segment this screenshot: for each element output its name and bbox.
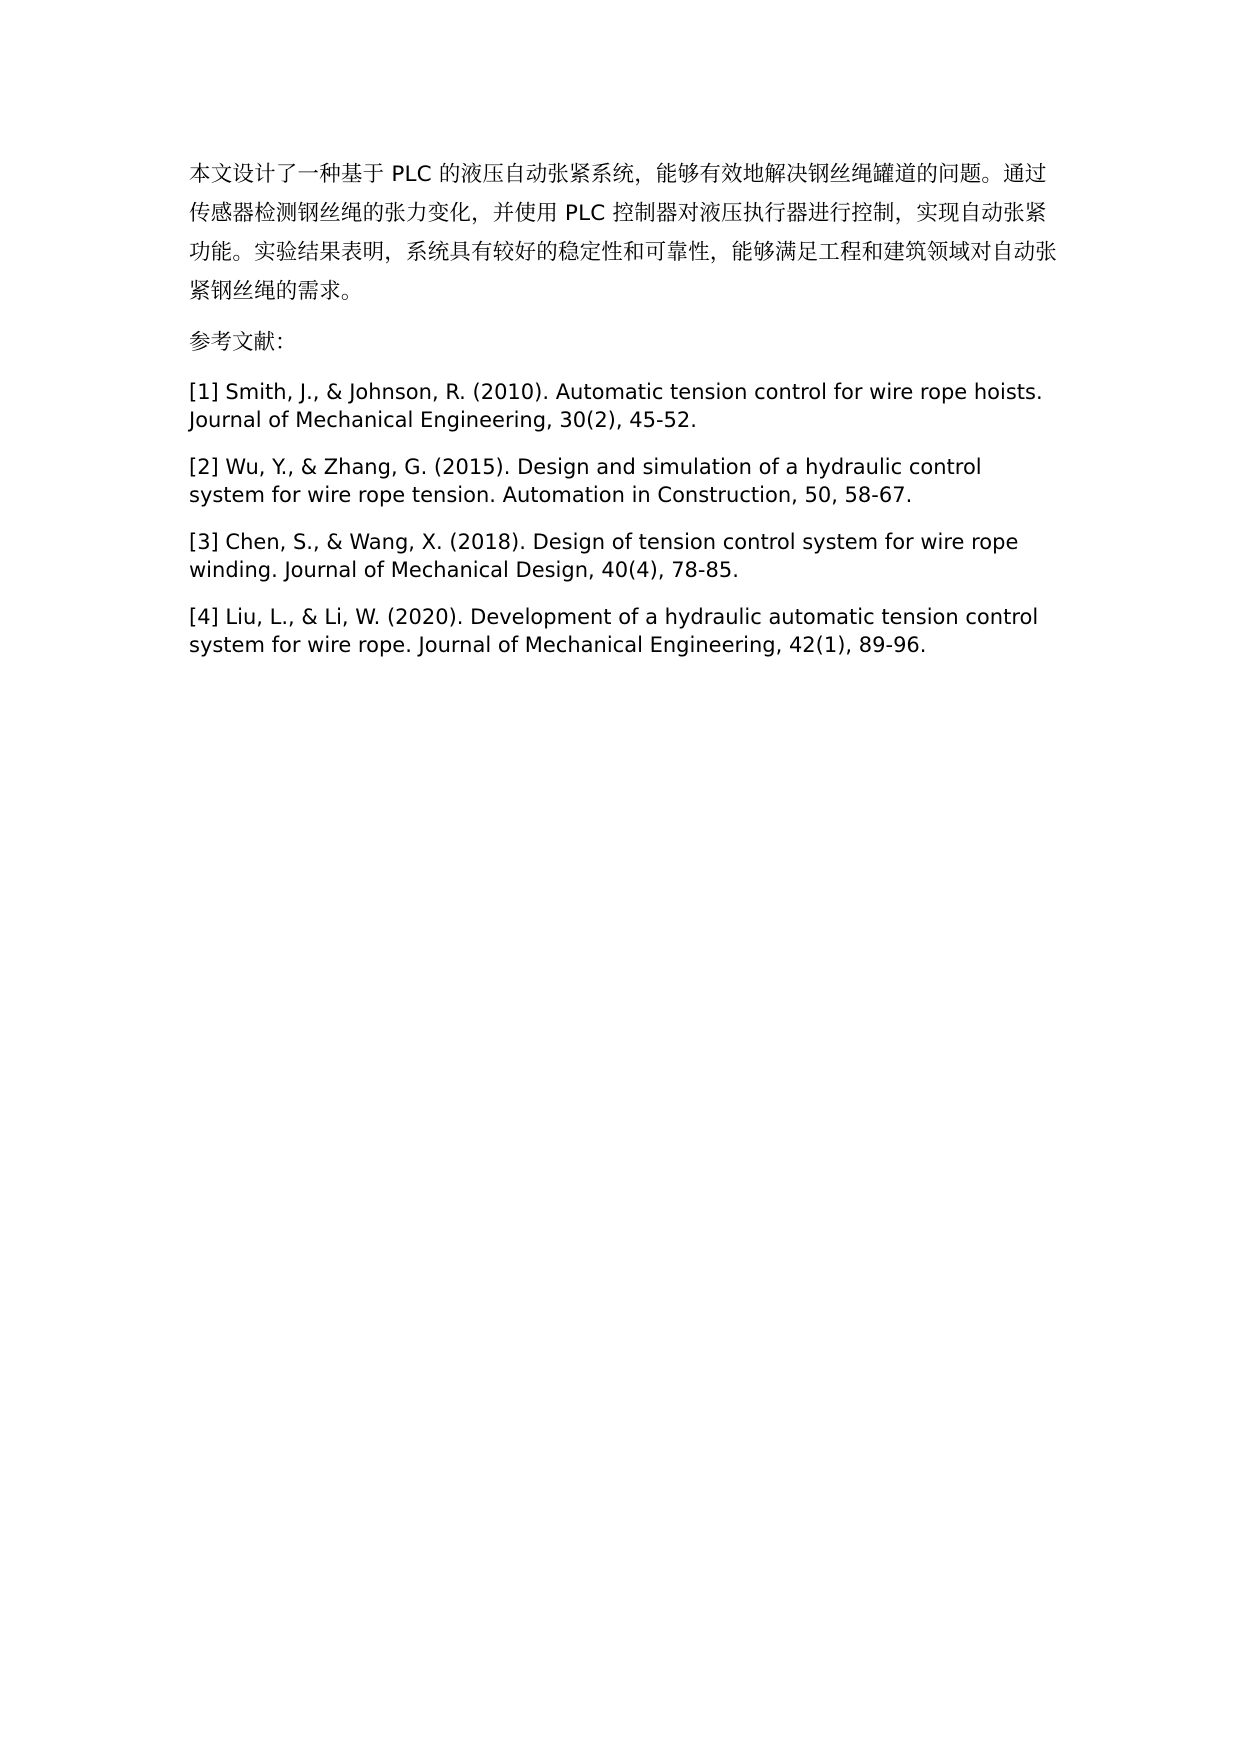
reference-item: [3] Chen, S., & Wang, X. (2018). Design of tension control system for wire rope winding. Journal of Mechanical Design, 40(4), 78-85.: [189, 530, 1019, 582]
abstract-paragraph: 本文设计了一种基于 PLC 的液压自动张紧系统，能够有效地解决钢丝绳罐道的问题。通过传感器检测钢丝绳的张力变化，并使用 PLC 控制器对液压执行器进行控制，实现自动张紧功能。实验结果表明，系统具有较好的稳定性和可靠性，能够满足工程和建筑领域对自动张紧钢丝绳的需求。: [189, 162, 1058, 304]
reference-list: [189, 378, 1064, 659]
references-heading: 参考文献：: [189, 330, 297, 355]
document-body: [189, 155, 1064, 678]
reference-item: [2] Wu, Y., & Zhang, G. (2015). Design and simulation of a hydraulic control system for wire rope tension. Automation in Construction, 50, 58-67.: [189, 455, 982, 507]
reference-item: [4] Liu, L., & Li, W. (2020). Development of a hydraulic automatic tension control system for wire rope. Journal of Mechanical Engineering, 42(1), 89-96.: [189, 605, 1039, 657]
reference-item: [1] Smith, J., & Johnson, R. (2010). Automatic tension control for wire rope hoists. Journal of Mechanical Engineering, 30(2), 45-52.: [189, 380, 1043, 432]
